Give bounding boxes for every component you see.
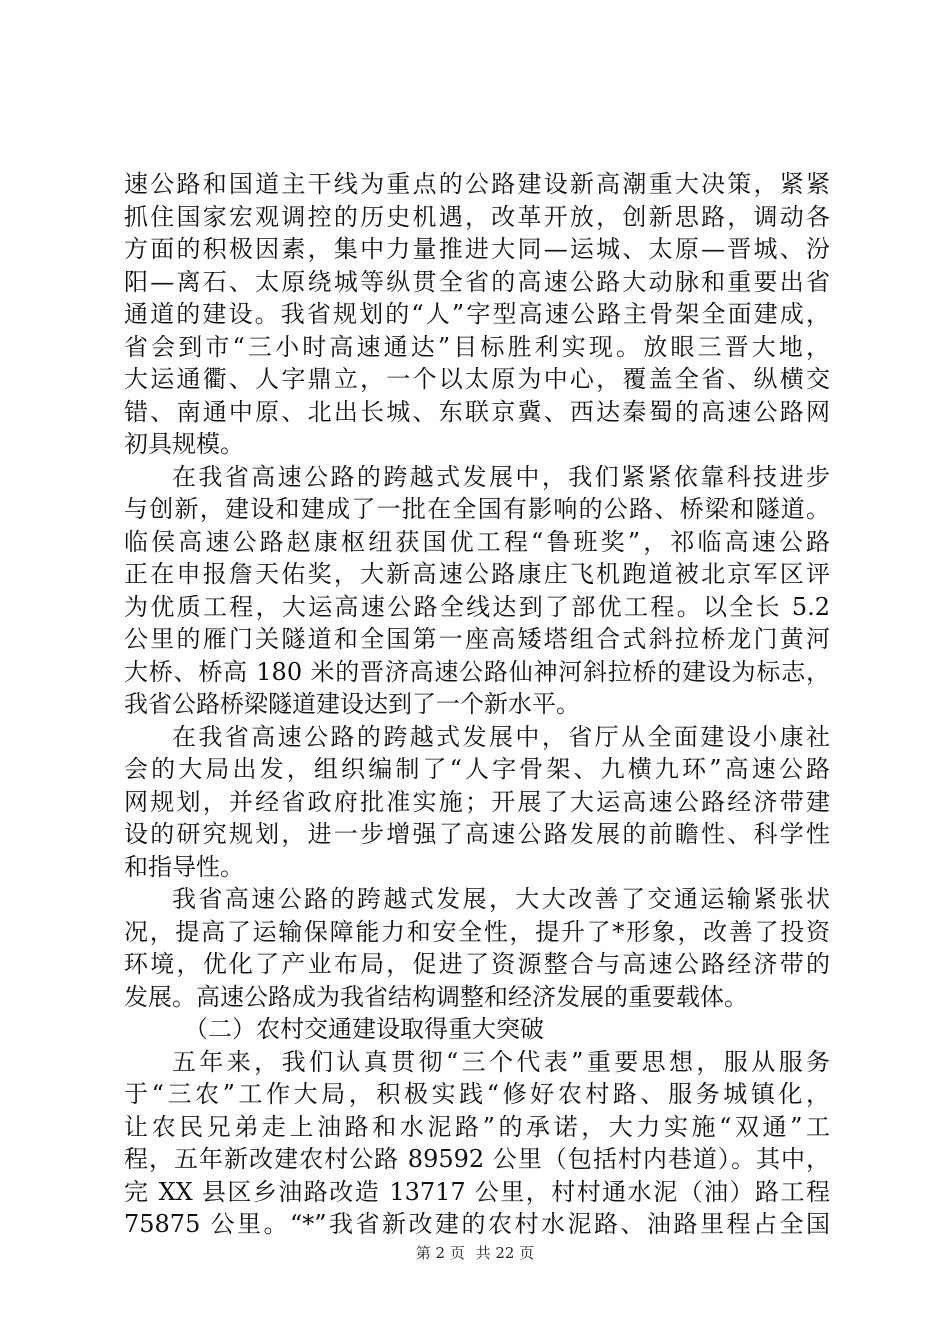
- text-line: 与创新，建设和建成了一批在全国有影响的公路、桥梁和隧道。: [124, 495, 830, 523]
- page-number: 第 2 页: [415, 1244, 465, 1262]
- text-line: 况，提高了运输保障能力和安全性，提升了*形象，改善了投资: [124, 917, 830, 946]
- text-line: 省会到市“三小时高速通达”目标胜利实现。放眼三晋大地，: [124, 332, 830, 361]
- document-body: [124, 168, 830, 1241]
- text-line: 设的研究规划，进一步增强了高速公路发展的前瞻性、科学性: [124, 820, 830, 848]
- text-line: 环境，优化了产业布局，促进了资源整合与高速公路经济带的: [124, 950, 830, 978]
- text-line: 为优质工程，大运高速公路全线达到了部优工程。以全长 5.2: [124, 592, 830, 621]
- text-line: 大运通衢、人字鼎立，一个以太原为中心，覆盖全省、纵横交: [124, 365, 830, 393]
- text-line: 网规划，并经省政府批准实施；开展了大运高速公路经济带建: [124, 787, 830, 816]
- text-line: 阳—离石、太原绕城等纵贯全省的高速公路大动脉和重要出省: [124, 267, 830, 296]
- text-line: 75875 公里。“*”我省新改建的农村水泥路、油路里程占全国: [124, 1210, 830, 1238]
- paragraph-first-line: 我省高速公路的跨越式发展，大大改善了交通运输紧张状: [172, 885, 830, 913]
- text-line: 初具规模。: [124, 430, 244, 458]
- text-line: 速公路和国道主干线为重点的公路建设新高潮重大决策，紧紧: [124, 170, 830, 198]
- text-line: 公里的雁门关隧道和全国第一座高矮塔组合式斜拉桥龙门黄河: [124, 625, 830, 653]
- paragraph-first-line: 在我省高速公路的跨越式发展中，我们紧紧依靠科技进步: [172, 462, 830, 491]
- text-line: 我省公路桥梁隧道建设达到了一个新水平。: [124, 690, 580, 718]
- text-line: 错、南通中原、北出长城、东联京冀、西达秦蜀的高速公路网: [124, 397, 830, 426]
- page-footer: [0, 1242, 950, 1263]
- text-line: 临侯高速公路赵康枢纽获国优工程“鲁班奖”，祁临高速公路: [124, 527, 830, 556]
- text-line: 和指导性。: [124, 852, 244, 881]
- text-line: 完 XX 县区乡油路改造 13717 公里，村村通水泥（油）路工程: [124, 1177, 830, 1206]
- text-line: 于“三农”工作大局，积极实践“修好农村路、服务城镇化，: [124, 1080, 830, 1108]
- section-heading: （二）农村交通建设取得重大突破: [184, 1015, 544, 1043]
- text-line: 正在申报詹天佑奖，大新高速公路康庄飞机跑道被北京军区评: [124, 560, 830, 588]
- text-line: 方面的积极因素，集中力量推进大同—运城、太原—晋城、汾: [124, 235, 830, 263]
- text-line: 让农民兄弟走上油路和水泥路”的承诺，大力实施“双通”工: [124, 1112, 830, 1141]
- paragraph-first-line: 在我省高速公路的跨越式发展中，省厅从全面建设小康社: [172, 722, 830, 751]
- paragraph-first-line: 五年来，我们认真贯彻“三个代表”重要思想，服从服务: [172, 1047, 830, 1076]
- text-line: 通道的建设。我省规划的“人”字型高速公路主骨架全面建成，: [124, 300, 830, 328]
- text-line: 大桥、桥高 180 米的晋济高速公路仙神河斜拉桥的建设为标志，: [124, 657, 830, 686]
- page-total: 共 22 页: [475, 1244, 535, 1262]
- text-line: 程，五年新改建农村公路 89592 公里（包括村内巷道）。其中，: [124, 1145, 830, 1173]
- text-line: 会的大局出发，组织编制了“人字骨架、九横九环”高速公路: [124, 755, 830, 783]
- text-line: 发展。高速公路成为我省结构调整和经济发展的重要载体。: [124, 982, 748, 1011]
- text-line: 抓住国家宏观调控的历史机遇，改革开放，创新思路，调动各: [124, 202, 830, 231]
